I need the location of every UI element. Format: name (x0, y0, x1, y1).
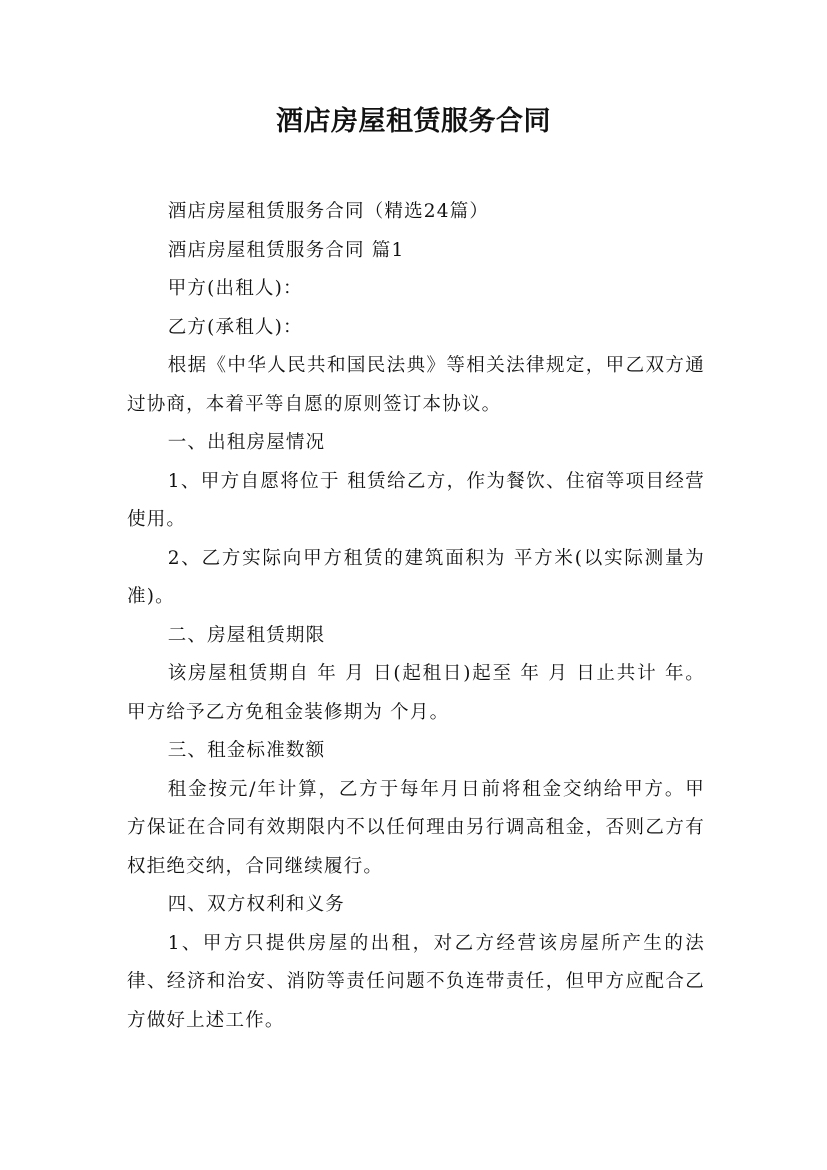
paragraph-party-b: 乙方(承租人)： (167, 316, 303, 338)
section-heading-rights: 四、双方权利和义务 (167, 894, 345, 915)
section-heading-property: 一、出租房屋情况 (167, 432, 326, 453)
section-heading-term: 二、房屋租赁期限 (167, 624, 326, 646)
paragraph-party-a: 甲方(出租人)： (167, 278, 303, 299)
paragraph-party-a-duties: 1、甲方只提供房屋的出租，对乙方经营该房屋所产生的法律、经济和治安、消防等责任问题不负连带责任，但甲方应配合乙方做好上述工作。 (127, 932, 705, 1031)
paragraph-collection-title: 酒店房屋租赁服务合同（精选24篇） (167, 201, 490, 222)
section-heading-rent: 三、租金标准数额 (167, 740, 326, 761)
paragraph-preamble: 根据《中华人民共和国民法典》等相关法律规定，甲乙双方通过协商，本着平等自愿的原则签订本协议。 (127, 355, 705, 415)
paragraph-lease-term: 该房屋租赁期自 年 月 日(起租日)起至 年 月 日止共计 年。甲方给予乙方免租金装修期为 个月。 (127, 663, 705, 723)
paragraph-property-area: 2、乙方实际向甲方租赁的建筑面积为 平方米(以实际测量为准)。 (127, 547, 705, 607)
paragraph-rent-terms: 租金按元/年计算，乙方于每年月日前将租金交纳给甲方。甲方保证在合同有效期限内不以任何理由另行调高租金，否则乙方有权拒绝交纳，合同继续履行。 (127, 778, 705, 877)
document-body (127, 193, 705, 1040)
paragraph-property-location: 1、甲方自愿将位于 租赁给乙方，作为餐饮、住宿等项目经营使用。 (127, 470, 705, 530)
paragraph-contract-number: 酒店房屋租赁服务合同 篇1 (167, 239, 405, 261)
document-title: 酒店房屋租赁服务合同 (276, 106, 551, 137)
